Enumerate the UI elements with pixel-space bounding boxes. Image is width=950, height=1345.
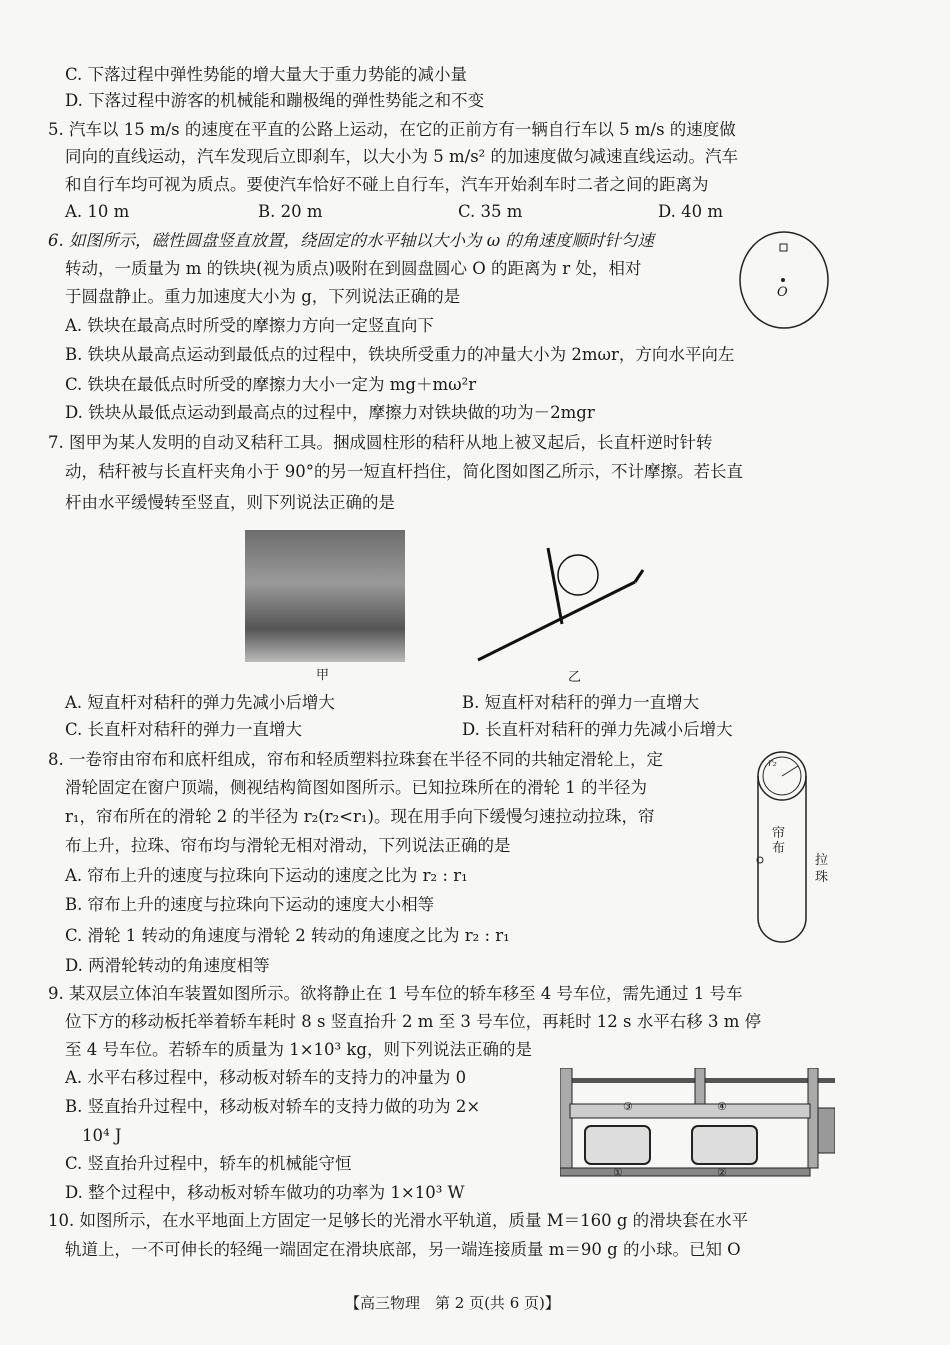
q6-option-b: B. 铁块从最高点运动到最低点的过程中，铁块所受重力的冲量大小为 2mωr，方向水平向左	[65, 345, 735, 364]
page-footer: 【高三物理 第 2 页(共 6 页)】	[345, 1294, 560, 1312]
q5-stem-line: 和自行车均可视为质点。要使汽车恰好不碰上自行车，汽车开始刹车时二者之间的距离为	[65, 175, 709, 194]
q8-stem-line: 8. 一卷帘由帘布和底杆组成，帘布和轻质塑料拉珠套在半径不同的共轴定滑轮上，定	[48, 750, 663, 769]
q8-stem-line: 滑轮固定在窗户顶端，侧视结构简图如图所示。已知拉珠所在的滑轮 1 的半径为	[65, 778, 647, 797]
q8-option-d: D. 两滑轮转动的角速度相等	[65, 956, 270, 975]
q6-stem-line: 6. 如图所示，磁性圆盘竖直放置，绕固定的水平轴以大小为 ω 的角速度顺时针匀速	[48, 231, 654, 250]
q7-option-a: A. 短直杆对秸秆的弹力先减小后增大	[65, 693, 335, 712]
q7-option-d: D. 长直杆对秸秆的弹力先减小后增大	[462, 720, 733, 739]
q9-option-b-cont: 10⁴ J	[82, 1126, 122, 1145]
q6-option-c: C. 铁块在最低点时所受的摩擦力大小一定为 mg＋mω²r	[65, 375, 477, 394]
q5-option-c: C. 35 m	[458, 202, 523, 221]
disc-center-label: O	[777, 285, 788, 300]
r2-label: r₂	[768, 758, 777, 769]
q9-stem-line: 位下方的移动板托举着轿车耗时 8 s 竖直抬升 2 m 至 3 号车位，再耗时 12 s 水平右移 3 m 停	[65, 1012, 762, 1031]
spot-3-label: ③	[623, 1100, 633, 1113]
figure-jia-label: 甲	[316, 668, 330, 683]
q6-stem-line: 转动，一质量为 m 的铁块(视为质点)吸附在到圆盘圆心 O 的距离为 r 处，相对	[65, 259, 642, 278]
q9-option-c: C. 竖直抬升过程中，轿车的机械能守恒	[65, 1154, 352, 1173]
q6-stem-line: 于圆盘静止。重力加速度大小为 g，下列说法正确的是	[65, 287, 461, 306]
q5-option-a: A. 10 m	[65, 202, 130, 221]
q9-option-b: B. 竖直抬升过程中，移动板对轿车的支持力做的功为 2×	[65, 1097, 481, 1116]
q8-option-b: B. 帘布上升的速度与拉珠向下运动的速度大小相等	[65, 895, 435, 914]
straw-fork-photo	[245, 530, 405, 662]
magnetic-disc-figure	[738, 230, 832, 330]
q6-option-d: D. 铁块从最低点运动到最高点的过程中，摩擦力对铁块做的功为－2mgr	[65, 403, 595, 422]
figure-yi-label: 乙	[568, 670, 582, 685]
q8-stem-line: r₁，帘布所在的滑轮 2 的半径为 r₂(r₂<r₁)。现在用手向下缓慢匀速拉动拉珠，帘	[65, 807, 655, 826]
bead-label: 拉珠	[815, 853, 829, 885]
q9-option-a: A. 水平右移过程中，移动板对轿车的支持力的冲量为 0	[65, 1068, 467, 1087]
q7-stem-line: 动，秸秆被与长直杆夹角小于 90°的另一短直杆挡住，简化图如图乙所示，不计摩擦。若长直	[65, 462, 743, 481]
q4-option-d: D. 下落过程中游客的机械能和蹦极绳的弹性势能之和不变	[65, 91, 485, 110]
parking-garage-figure	[560, 1068, 835, 1183]
spot-1-label: ①	[613, 1166, 623, 1179]
q9-stem-line: 至 4 号车位。若轿车的质量为 1×10³ kg，则下列说法正确的是	[65, 1040, 532, 1059]
q5-stem-line: 5. 汽车以 15 m/s 的速度在平直的公路上运动，在它的正前方有一辆自行车以 5 m/s 的速度做	[48, 120, 736, 139]
q10-stem-line: 10. 如图所示，在水平地面上方固定一足够长的光滑水平轨道，质量 M＝160 g 的滑块套在水平	[48, 1211, 749, 1230]
spot-4-label: ④	[717, 1100, 727, 1113]
q5-stem-line: 同向的直线运动，汽车发现后立即刹车，以大小为 5 m/s² 的加速度做匀减速直线运动。汽车	[65, 147, 739, 166]
q9-stem-line: 9. 某双层立体泊车装置如图所示。欲将静止在 1 号车位的轿车移至 4 号车位，需先通过 1 号车	[48, 984, 743, 1003]
q8-stem-line: 布上升，拉珠、帘布均与滑轮无相对滑动，下列说法正确的是	[65, 836, 511, 855]
q5-option-d: D. 40 m	[658, 202, 724, 221]
q7-stem-line: 杆由水平缓慢转至竖直，则下列说法正确的是	[65, 493, 395, 512]
spot-2-label: ②	[717, 1166, 727, 1179]
q10-stem-line: 轨道上，一不可伸长的轻绳一端固定在滑块底部，另一端连接质量 m＝90 g 的小球。已知 O	[65, 1240, 741, 1259]
q7-option-b: B. 短直杆对秸秆的弹力一直增大	[462, 693, 700, 712]
q7-stem-line: 7. 图甲为某人发明的自动叉秸秆工具。捆成圆柱形的秸秆从地上被叉起后，长直杆逆时针转	[48, 433, 713, 452]
curtain-label: 帘布	[772, 826, 786, 856]
q9-option-d: D. 整个过程中，移动板对轿车做功的功率为 1×10³ W	[65, 1183, 465, 1202]
straw-diagram-yi	[470, 540, 650, 665]
q6-option-a: A. 铁块在最高点时所受的摩擦力方向一定竖直向下	[65, 316, 434, 335]
q4-option-c: C. 下落过程中弹性势能的增大量大于重力势能的减小量	[65, 65, 468, 84]
q8-option-a: A. 帘布上升的速度与拉珠向下运动的速度之比为 r₂ : r₁	[65, 866, 468, 885]
q7-option-c: C. 长直杆对秸秆的弹力一直增大	[65, 720, 303, 739]
q5-option-b: B. 20 m	[258, 202, 323, 221]
q8-option-c: C. 滑轮 1 转动的角速度与滑轮 2 转动的角速度之比为 r₂ : r₁	[65, 926, 510, 945]
